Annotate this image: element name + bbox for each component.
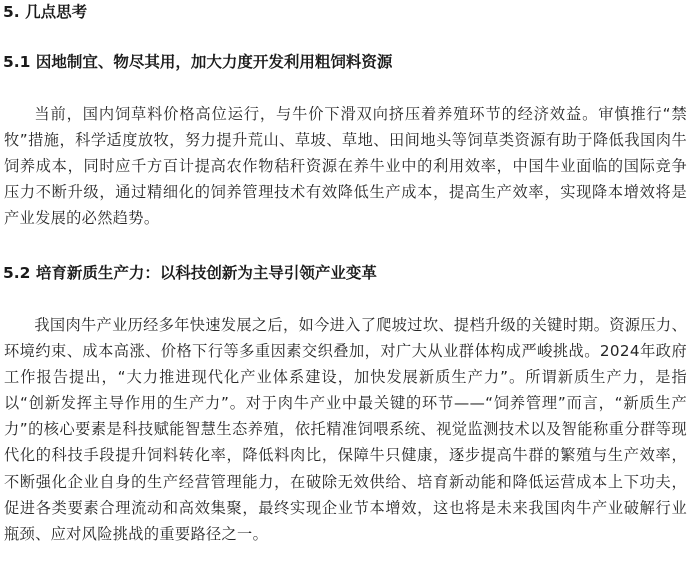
- subsection-heading-5-2: 5.2 培育新质生产力：以科技创新为主导引领产业变革: [3, 264, 377, 282]
- paragraph-5-1: 当前，国内饲草料价格高位运行，与牛价下滑双向挤压着养殖环节的经济效益。审慎推行“禁牧”措施，科学适度放牧，努力提升荒山、草坡、草地、田间地头等饲草类资源有助于降低我国肉牛饲养成本，同时应千方百计提高农作物秸秆资源在养牛业中的利用效率，中国牛业面临的国际竞争压力不断升级，通过精细化的饲养管理技术有效降低生产成本，提高生产效率，实现降本增效将是产业发展的必然趋势。: [4, 105, 687, 228]
- paragraph-5-2: 我国肉牛产业历经多年快速发展之后，如今进入了爬坡过坎、提档升级的关键时期。资源压力、环境约束、成本高涨、价格下行等多重因素交织叠加，对广大从业群体构成严峻挑战。2024年政府工作报告提出，“大力推进现代化产业体系建设，加快发展新质生产力”。所谓新质生产力，是指以“创新发挥主导作用的生产力”。对于肉牛产业中最关键的环节——“饲养管理”而言，“新质生产力”的核心要素是科技赋能智慧生态养殖，依托精准饲喂系统、视觉监测技术以及智能称重分群等现代化的科技手段提升饲料转化率，降低料肉比，保障牛只健康，逐步提高牛群的繁殖与生产效率，不断强化企业自身的生产经营管理能力，在破除无效供给、培育新动能和降低运营成本上下功夫，促进各类要素合理流动和高效集聚，最终实现企业节本增效，这也将是未来我国肉牛产业破解行业瓶颈、应对风险挑战的重要路径之一。: [4, 316, 687, 543]
- section-title: 5. 几点思考: [3, 3, 88, 21]
- subsection-heading-5-1: 5.1 因地制宜、物尽其用，加大力度开发利用粗饲料资源: [3, 53, 393, 71]
